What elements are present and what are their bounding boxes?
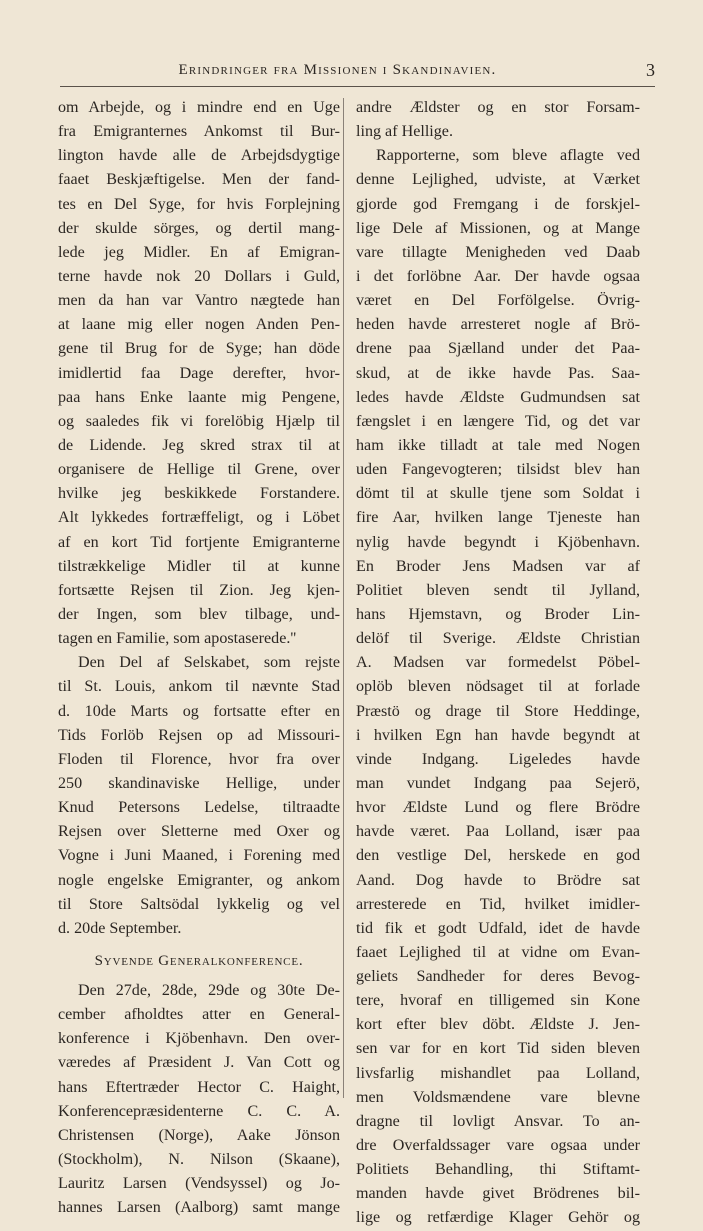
text-line: gjorde god Fremgang i de forskjel- <box>356 195 640 213</box>
text-line: imidlertid faa Dage derefter, hvor- <box>58 364 340 382</box>
text-line: gene til Brug for de Syge; han döde <box>58 340 340 358</box>
text-line: Den 27de, 28de, 29de og 30te De- <box>78 982 340 1000</box>
text-line: Vogne i Juni Maaned, i Forening med <box>58 847 340 865</box>
text-line: nogle engelske Emigranter, og ankom <box>58 871 340 889</box>
text-line: delöf til Sverige. Ældste Christian <box>356 630 640 648</box>
text-line: Christensen (Norge), Aake Jönson <box>58 1126 340 1144</box>
left-paragraph-1 <box>58 96 340 651</box>
text-line: tes en Del Syge, for hvis Forplejning <box>58 195 340 213</box>
text-line: Rapporterne, som bleve aflagte ved <box>376 147 640 165</box>
text-line: drene paa Sjælland under det Paa- <box>356 340 640 358</box>
right-paragraph-2 <box>356 144 640 1230</box>
text-line: livsfarlig mishandlet paa Lolland, <box>356 1064 640 1082</box>
text-line: der Ingen, som blev tilbage, und- <box>58 605 340 623</box>
text-line: fra Emigranternes Ankomst til Bur- <box>58 123 340 141</box>
text-line: Konferencepræsidenterne C. C. A. <box>58 1102 340 1120</box>
text-line: konference i Kjöbenhavn. Den over- <box>58 1030 340 1048</box>
text-line: om Arbejde, og i mindre end en Uge <box>58 99 340 116</box>
text-line: ledes havde Ældste Gudmundsen sat <box>356 388 640 406</box>
text-line: uden Fangevogteren; tilsidst blev han <box>356 461 640 479</box>
text-line: af en kort Tid fortjente Emigranterne <box>58 533 340 551</box>
text-line: de Lidende. Jeg skred strax til at <box>58 436 340 454</box>
text-line: (Stockholm), N. Nilson (Skaane), <box>58 1151 340 1169</box>
text-line: terne havde nok 20 Dollars i Guld, <box>58 267 340 285</box>
text-line: Knud Petersons Ledelse, tiltraadte <box>58 799 340 817</box>
text-line: denne Lejlighed, udviste, at Værket <box>356 171 640 189</box>
text-line: fire Aar, hvilken lange Tjeneste han <box>356 509 640 527</box>
text-line: d. 10de Marts og fortsatte efter en <box>58 702 340 720</box>
text-line: dre Overfaldssager vare ogsaa under <box>356 1137 640 1155</box>
text-line: til St. Louis, ankom til nævnte Stad <box>58 678 340 696</box>
text-line: dragne til lovligt Ansvar. To an- <box>356 1112 640 1130</box>
text-line: arresterede en Tid, hvilket imidler- <box>356 895 640 913</box>
column-divider <box>343 98 344 1098</box>
text-line: hans Eftertræder Hector C. Haight, <box>58 1078 340 1096</box>
text-line: heden havde arresteret nogle af Brö- <box>356 316 640 334</box>
text-line: til Store Saltsödal lykkelig og vel <box>58 895 340 913</box>
text-line: i hvilken Egn han havde begyndt at <box>356 726 640 744</box>
text-line: andre Ældster og en stor Forsam- <box>356 99 640 116</box>
text-line: havde været. Paa Lolland, især paa <box>356 823 640 841</box>
text-line: at laane mig eller nogen Anden Pen- <box>58 316 340 334</box>
text-line: kort efter blev döbt. Ældste J. Jen- <box>356 1016 640 1034</box>
text-line: lige og retfærdige Klager Gehör og <box>356 1209 640 1227</box>
text-line: hvilke jeg beskikkede Forstandere. <box>58 485 340 503</box>
text-line: Politiets Behandling, thi Stiftamt- <box>356 1161 640 1179</box>
text-line: skud, at de ikke havde Pas. Saa- <box>356 364 640 382</box>
text-line: man vundet Indgang paa Sejerö, <box>356 774 640 792</box>
section-heading: Syvende Generalkonference. <box>94 952 304 969</box>
text-line: tere, hvoraf en tilligemed sin Kone <box>356 992 640 1010</box>
running-title: Erindringer fra Missionen i Skandinavien. <box>178 62 497 78</box>
text-line: tagen en Familie, som apostaserede.'' <box>58 630 297 648</box>
text-line: ham ikke tilladt at tale med Nogen <box>356 436 640 454</box>
text-line: lington havde alle de Arbejdsdygtige <box>58 147 340 165</box>
text-line: lede jeg Midler. En af Emigran- <box>58 243 340 261</box>
text-line: og saaledes fik vi forelöbig Hjælp til <box>58 412 340 430</box>
left-column <box>58 96 340 1220</box>
right-column <box>356 96 640 1231</box>
text-line: paa hans Enke laante mig Pengene, <box>58 388 340 406</box>
text-line: faaet Beskjæftigelse. Men der fand- <box>58 171 340 189</box>
text-line: geliets Sandheder for deres Bevog- <box>356 968 640 986</box>
text-line: tid fik et godt Udfald, idet de havde <box>356 919 640 937</box>
text-line: vinde Indgang. Ligeledes havde <box>356 750 640 768</box>
text-line: vare tillagte Menigheden ved Daab <box>356 243 640 261</box>
text-line: Floden til Florence, hvor fra over <box>58 750 340 768</box>
text-line: hans Hjemstavn, og Broder Lin- <box>356 605 640 623</box>
text-line: Lauritz Larsen (Vendsyssel) og Jo- <box>58 1175 340 1193</box>
text-line: fængslet i en længere Tid, og det var <box>356 412 640 430</box>
text-line: cember afholdtes atter en General- <box>58 1006 340 1024</box>
text-line: Den Del af Selskabet, som rejste <box>78 654 340 672</box>
left-paragraph-2 <box>58 651 340 941</box>
text-line: manden havde givet Brödrenes bil- <box>356 1185 640 1203</box>
text-line: d. 20de September. <box>58 919 182 937</box>
text-line: Aand. Dog havde to Brödre sat <box>356 871 640 889</box>
text-line: men da han var Vantro nægtede han <box>58 292 340 310</box>
text-line: fortsætte Rejsen til Zion. Jeg kjen- <box>58 581 340 599</box>
text-line: den vestlige Del, herskede en god <box>356 847 640 865</box>
left-paragraph-3 <box>58 979 340 1220</box>
right-paragraph-1 <box>356 96 640 144</box>
text-line: A. Madsen var formedelst Pöbel- <box>356 654 640 672</box>
text-line: Tids Forlöb Rejsen op ad Missouri- <box>58 726 340 744</box>
text-line: Politiet bleven sendt til Jylland, <box>356 581 640 599</box>
text-line: Alt lykkedes fortræffeligt, og i Löbet <box>58 509 340 527</box>
text-line: En Broder Jens Madsen var af <box>356 557 640 575</box>
text-line: Præstö og drage til Store Heddinge, <box>356 702 640 720</box>
text-line: 250 skandinaviske Hellige, under <box>58 774 340 792</box>
text-line: faaet Lejlighed til at vidne om Evan- <box>356 943 640 961</box>
text-line: sen var for en kort Tid siden bleven <box>356 1040 640 1058</box>
text-line: oplöb bleven nödsaget til at forlade <box>356 678 640 696</box>
page-number: 3 <box>646 60 655 80</box>
text-line: ling af Hellige. <box>356 123 453 141</box>
running-header <box>60 60 655 87</box>
text-line: tilstrækkelige Midler til at kunne <box>58 557 340 575</box>
text-line: i det forlöbne Aar. Der havde ogsaa <box>356 267 640 285</box>
text-line: hvor Ældste Lund og flere Brödre <box>356 799 640 817</box>
text-line: dömt til at skulle tjene som Soldat i <box>356 485 640 503</box>
text-line: væredes af Præsident J. Van Cott og <box>58 1054 340 1072</box>
text-line: Rejsen over Sletterne med Oxer og <box>58 823 340 841</box>
text-line: været en Del Forfölgelse. Övrig- <box>356 292 640 310</box>
text-line: organisere de Hellige til Grene, over <box>58 461 340 479</box>
text-line: der skulde sörges, og dertil mang- <box>58 219 340 237</box>
text-line: hannes Larsen (Aalborg) samt mange <box>58 1199 340 1217</box>
text-line: men Voldsmændene vare blevne <box>356 1088 640 1106</box>
text-line: nylig havde begyndt i Kjöbenhavn. <box>356 533 640 551</box>
text-line: lige Dele af Missionen, og at Mange <box>356 219 640 237</box>
